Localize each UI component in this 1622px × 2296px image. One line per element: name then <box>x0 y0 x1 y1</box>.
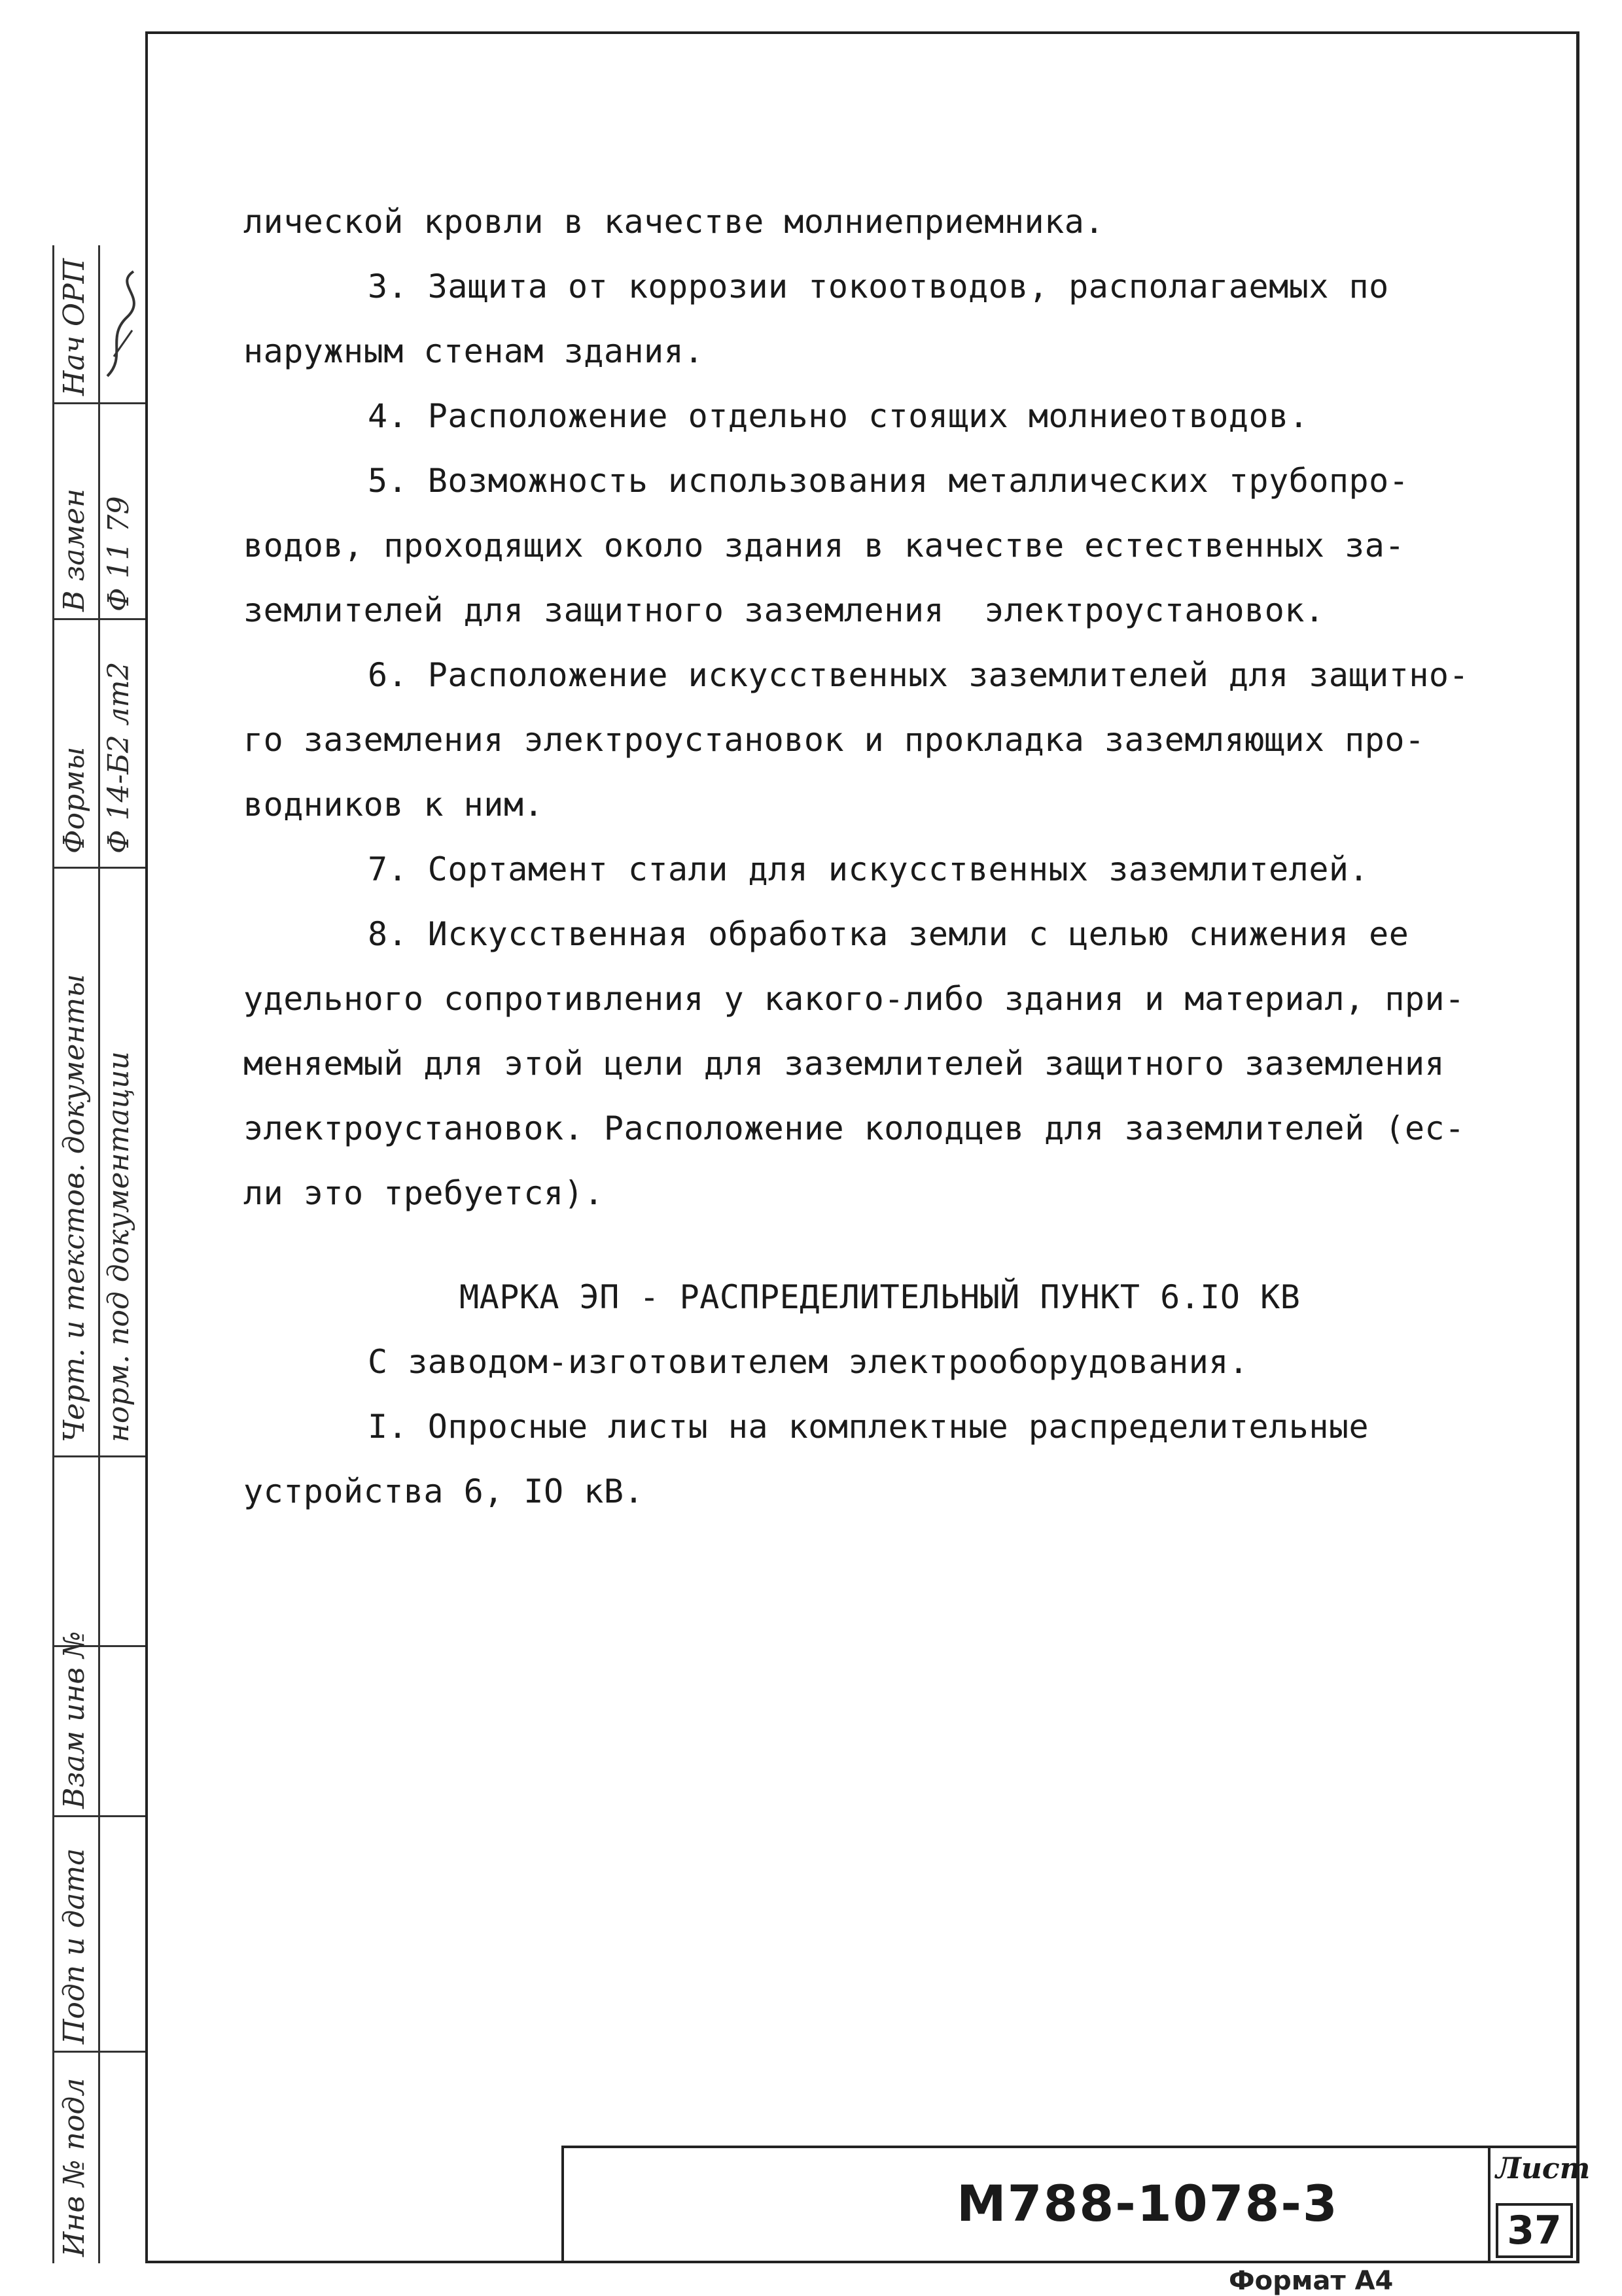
text-line: ли это требуется). <box>243 1174 604 1212</box>
text-line: лической кровли в качестве молниеприемника. <box>243 203 1104 241</box>
text-line: 4. Расположение отдельно стоящих молниеотводов. <box>368 397 1309 435</box>
side-label-nach: Нач ОРП <box>58 258 91 396</box>
sheet-label: Лист <box>1496 2152 1591 2185</box>
side-rule <box>52 2051 145 2053</box>
side-label-docs: Черт. и текстов. документы <box>58 974 91 1442</box>
side-rule <box>98 245 100 2263</box>
signature-icon <box>101 258 143 389</box>
side-label-vzamen: В замен <box>58 488 91 612</box>
side-rule <box>52 618 145 620</box>
text-line: 3. Защита от коррозии токоотводов, располагаемых по <box>368 268 1389 305</box>
section-heading: МАРКА ЭП - РАСПРЕДЕЛИТЕЛЬНЫЙ ПУНКТ 6.IO КВ <box>459 1278 1301 1316</box>
side-label-vzam-inv: Взам инв № <box>58 1631 91 1809</box>
side-label-formy: Формы <box>58 746 91 854</box>
title-block <box>561 2146 1591 2263</box>
text-line: 7. Сортамент стали для искусственных заземлителей. <box>368 850 1369 888</box>
text-line: удельного сопротивления у какого-либо здания и материал, при- <box>243 980 1465 1018</box>
side-label-norm: норм. под документации <box>102 1051 135 1442</box>
side-rule <box>52 867 145 869</box>
side-value-formy: Ф 14-Б2 лт2 <box>102 661 135 854</box>
text-line: С заводом-изготовителем электрооборудования. <box>368 1343 1249 1381</box>
sheet-number: 37 <box>1496 2203 1573 2258</box>
text-line: электроустановок. Расположение колодцев для заземлителей (ес- <box>243 1109 1465 1147</box>
text-line: устройства 6, IO кВ. <box>243 1472 644 1510</box>
text-line: наружным стенам здания. <box>243 332 704 370</box>
sheet-cell <box>1488 2148 1591 2263</box>
text-line: водников к ним. <box>243 786 544 824</box>
side-label-podp-data: Подп и дата <box>58 1848 91 2044</box>
document-code: М788-1078-3 <box>957 2174 1339 2233</box>
side-rule <box>52 402 145 404</box>
side-rule <box>52 245 54 2263</box>
text-line: 8. Искусственная обработка земли с целью снижения ее <box>368 915 1409 953</box>
side-value-vzamen: Ф 11 79 <box>102 496 135 612</box>
side-label-inv-podl: Инв № подл <box>58 2078 91 2257</box>
text-line: го заземления электроустановок и прокладка заземляющих про- <box>243 721 1425 759</box>
text-line: 5. Возможность использования металлических трубопро- <box>368 462 1409 500</box>
document-body <box>243 190 1526 1524</box>
format-label: Формат А4 <box>1229 2266 1394 2296</box>
side-rule <box>52 1455 145 1457</box>
text-line: землителей для защитного заземления электроустановок. <box>243 591 1325 629</box>
text-line: водов, проходящих около здания в качестве естественных за- <box>243 527 1405 565</box>
side-stamp <box>52 245 145 2263</box>
text-line: 6. Расположение искусственных заземлителей для защитно- <box>368 656 1470 694</box>
text-line: меняемый для этой цели для заземлителей защитного заземления <box>243 1045 1445 1083</box>
side-rule <box>52 1815 145 1817</box>
text-line: I. Опросные листы на комплектные распределительные <box>368 1408 1369 1446</box>
